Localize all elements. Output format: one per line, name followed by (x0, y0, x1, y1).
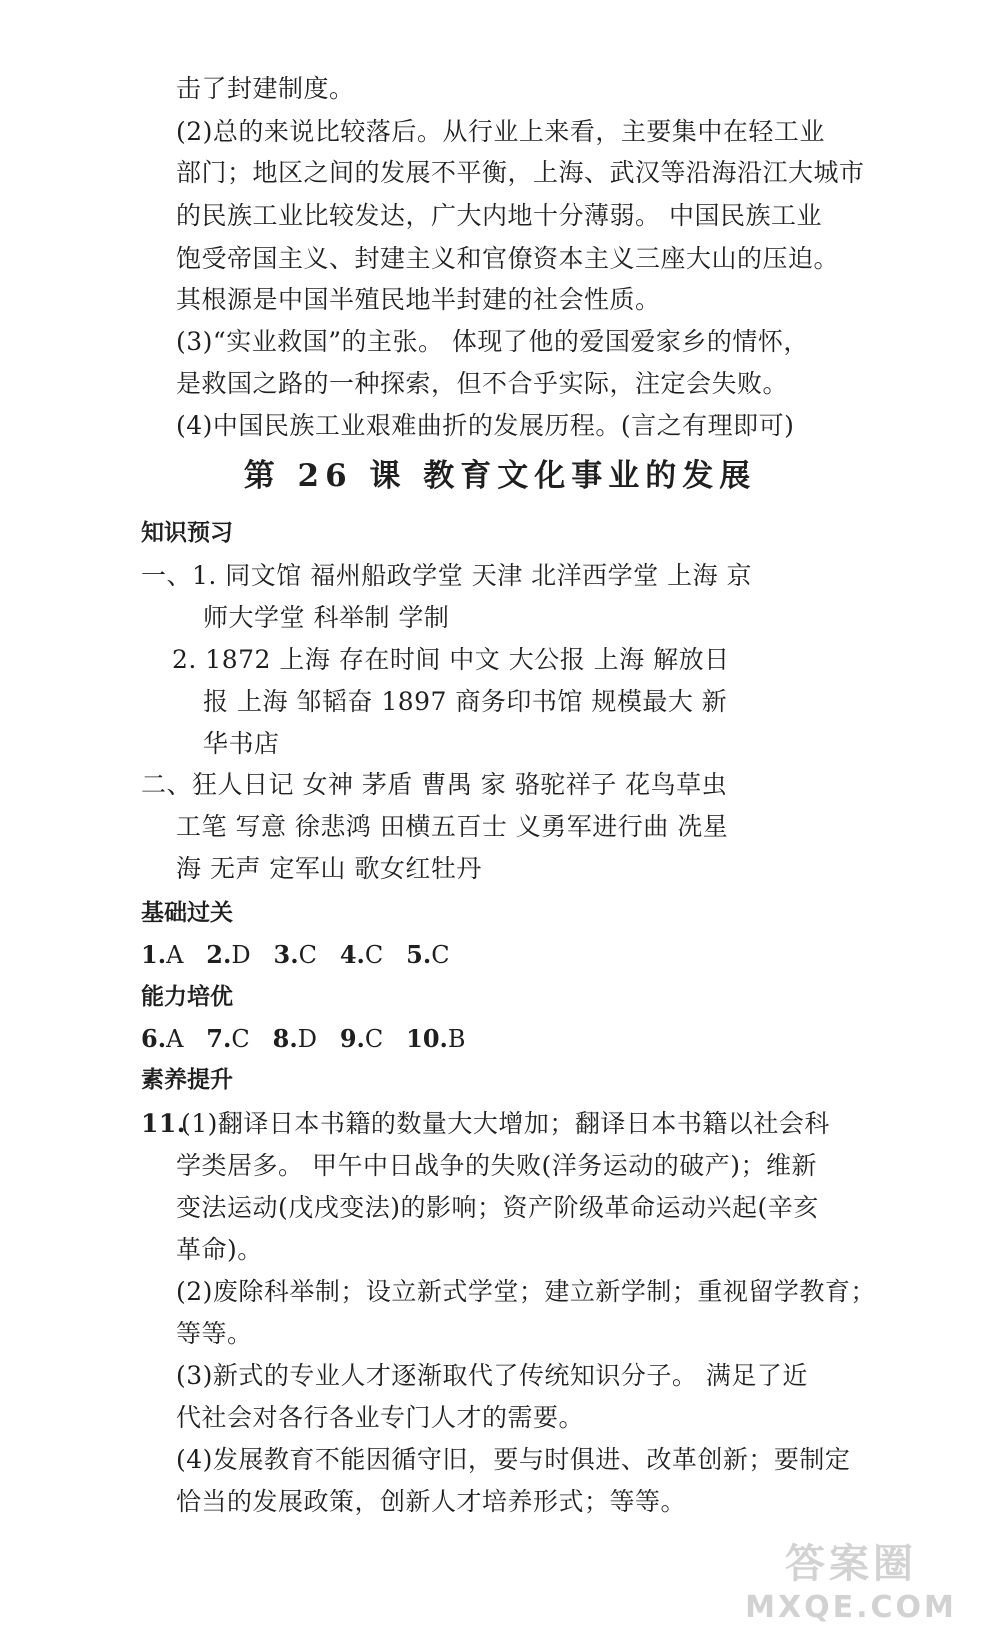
section-basic: 基础过关 (141, 900, 233, 926)
watermark-logo-text: 答案圈 (785, 1541, 917, 1587)
q11-line: 革命)。 (176, 1235, 263, 1264)
intro-line: (4)中国民族工业艰难曲折的发展历程。(言之有理即可) (176, 411, 795, 440)
preview-line: 工笔 写意 徐悲鸿 田横五百士 义勇军进行曲 冼星 (176, 812, 729, 841)
preview-line: 华书店 (203, 729, 280, 758)
preview-line: 2. 1872 上海 存在时间 中文 大公报 上海 解放日 (172, 645, 730, 674)
q11-line: 学类居多。 甲午中日战争的失败(洋务运动的破产)；维新 (176, 1151, 817, 1180)
preview-line: 师大学堂 科举制 学制 (203, 603, 450, 632)
site-watermark (736, 1539, 966, 1639)
section-preview: 知识预习 (141, 520, 233, 546)
q11-line: (2)废除科举制；设立新式学堂；建立新学制；重视留学教育； (176, 1277, 876, 1306)
intro-line: (3)“实业救国”的主张。 体现了他的爱国爱家乡的情怀， (176, 327, 809, 356)
preview-line: 报 上海 邹韬奋 1897 商务印书馆 规模最大 新 (203, 687, 728, 716)
basic-answers: 1.A 2.D 3.C 4.C 5.C (141, 940, 450, 969)
intro-line: 的民族工业比较发达，广大内地十分薄弱。 中国民族工业 (176, 201, 822, 230)
preview-line: 一、1. 同文馆 福州船政学堂 天津 北洋西学堂 上海 京 (141, 561, 753, 590)
intro-line: (2)总的来说比较落后。从行业上来看，主要集中在轻工业 (176, 117, 825, 146)
intro-line: 其根源是中国半殖民地半封建的社会性质。 (176, 285, 661, 314)
intro-line: 部门；地区之间的发展不平衡，上海、武汉等沿海沿江大城市 (176, 158, 865, 187)
watermark-url: MXQE.COM (745, 1590, 957, 1625)
preview-line: 二、狂人日记 女神 茅盾 曹禺 家 骆驼祥子 花鸟草虫 (141, 770, 728, 799)
section-literacy: 素养提升 (141, 1067, 233, 1093)
q11-line: 恰当的发展政策，创新人才培养形式；等等。 (176, 1487, 687, 1516)
q11-line: 变法运动(戊戌变法)的影响；资产阶级革命运动兴起(辛亥 (176, 1193, 819, 1222)
q11-line: (3)新式的专业人才逐渐取代了传统知识分子。 满足了近 (176, 1361, 808, 1390)
q11-line: 代社会对各行各业专门人才的需要。 (176, 1403, 585, 1432)
preview-line: 海 无声 定军山 歌女红牡丹 (176, 854, 482, 883)
q11-line: (4)发展教育不能因循守旧，要与时俱进、改革创新；要制定 (176, 1445, 851, 1474)
q11-line: (1)翻译日本书籍的数量大大增加；翻译日本书籍以社会科 (181, 1109, 830, 1138)
intro-line: 是救国之路的一种探索，但不合乎实际，注定会失败。 (176, 369, 789, 398)
section-ability: 能力培优 (141, 984, 233, 1010)
q11-line: 等等。 (176, 1319, 253, 1348)
q11-label: 11. (141, 1109, 186, 1138)
intro-line: 击了封建制度。 (176, 74, 355, 103)
lesson-title: 第 26 课 教育文化事业的发展 (243, 458, 757, 494)
ability-answers: 6.A 7.C 8.D 9.C 10.B (141, 1024, 466, 1053)
intro-line: 饱受帝国主义、封建主义和官僚资本主义三座大山的压迫。 (176, 244, 840, 273)
